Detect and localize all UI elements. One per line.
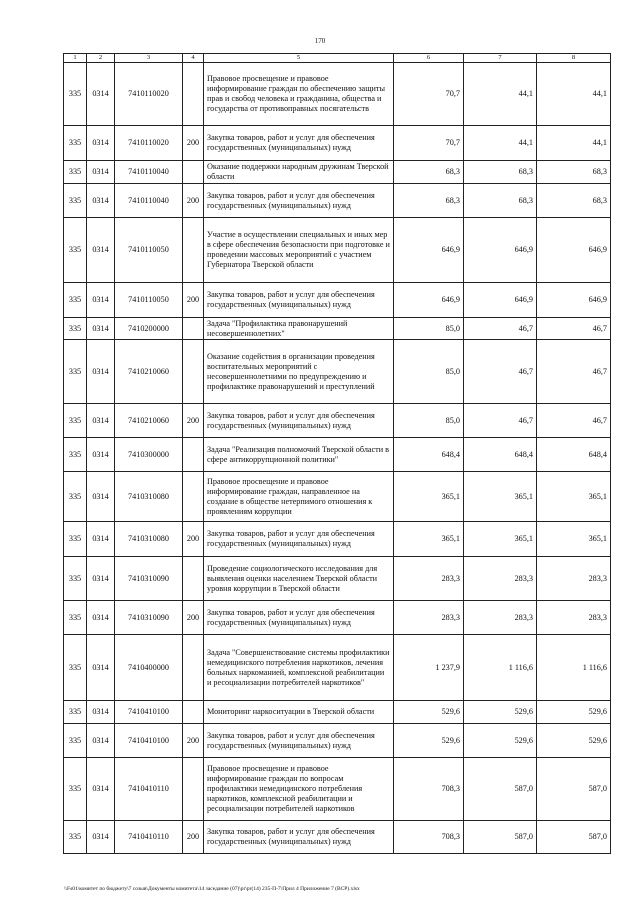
table-row: [64, 724, 611, 758]
cell-amount-1: 648,4: [394, 438, 464, 472]
cell-amount-3: 44,1: [537, 126, 611, 161]
cell-code-expense: [183, 557, 204, 601]
cell-amount-3: 68,3: [537, 161, 611, 184]
cell-code-admin: 335: [64, 522, 87, 557]
cell-amount-2: 283,3: [464, 557, 537, 601]
cell-code-admin: 335: [64, 126, 87, 161]
cell-code-admin: 335: [64, 724, 87, 758]
cell-description: Закупка товаров, работ и услуг для обеспечения государственных (муниципальных) нужд: [204, 404, 394, 438]
cell-amount-2: 68,3: [464, 184, 537, 218]
cell-amount-3: 365,1: [537, 522, 611, 557]
cell-code-admin: 335: [64, 438, 87, 472]
cell-amount-2: 283,3: [464, 601, 537, 635]
cell-amount-2: 44,1: [464, 126, 537, 161]
cell-amount-2: 68,3: [464, 161, 537, 184]
table-row: [64, 472, 611, 522]
cell-description: Задача "Реализация полномочий Тверской области в сфере антикоррупционной политики": [204, 438, 394, 472]
cell-amount-1: 529,6: [394, 701, 464, 724]
cell-code-section: 0314: [87, 340, 115, 404]
cell-amount-1: 68,3: [394, 184, 464, 218]
cell-amount-1: 85,0: [394, 404, 464, 438]
cell-description: Проведение социологического исследования для выявления оценки населением Тверской области уровня коррупции в Тверской области: [204, 557, 394, 601]
cell-code-target: 7410110020: [115, 63, 183, 126]
cell-code-target: 7410210060: [115, 404, 183, 438]
cell-code-expense: 200: [183, 724, 204, 758]
cell-amount-1: 646,9: [394, 218, 464, 283]
cell-code-admin: 335: [64, 472, 87, 522]
cell-amount-1: 283,3: [394, 601, 464, 635]
cell-description: Закупка товаров, работ и услуг для обеспечения государственных (муниципальных) нужд: [204, 724, 394, 758]
cell-code-section: 0314: [87, 472, 115, 522]
cell-amount-3: 646,9: [537, 218, 611, 283]
table-row: [64, 218, 611, 283]
table-row: [64, 404, 611, 438]
cell-code-target: 7410310080: [115, 472, 183, 522]
cell-code-section: 0314: [87, 218, 115, 283]
cell-code-expense: [183, 472, 204, 522]
cell-code-target: 7410110040: [115, 161, 183, 184]
cell-description: Правовое просвещение и правовое информирование граждан, направленное на создание в обществе нетерпимого отношения к проявлениям коррупции: [204, 472, 394, 522]
cell-code-section: 0314: [87, 724, 115, 758]
table-row: [64, 283, 611, 318]
table-row: [64, 63, 611, 126]
cell-code-admin: 335: [64, 340, 87, 404]
table-header-row: [64, 54, 611, 63]
cell-amount-2: 365,1: [464, 472, 537, 522]
cell-amount-2: 46,7: [464, 318, 537, 340]
column-header: 7: [464, 54, 537, 63]
cell-description: Оказание содействия в организации проведения воспитательных мероприятий с несовершеннолетними по предупреждению и профилактике правонарушений и преступлений: [204, 340, 394, 404]
cell-amount-2: 646,9: [464, 283, 537, 318]
cell-amount-3: 529,6: [537, 701, 611, 724]
column-header: 6: [394, 54, 464, 63]
cell-code-section: 0314: [87, 522, 115, 557]
cell-code-section: 0314: [87, 701, 115, 724]
cell-amount-1: 85,0: [394, 318, 464, 340]
cell-amount-3: 68,3: [537, 184, 611, 218]
cell-description: Закупка товаров, работ и услуг для обеспечения государственных (муниципальных) нужд: [204, 184, 394, 218]
table-row: [64, 701, 611, 724]
cell-amount-1: 283,3: [394, 557, 464, 601]
cell-amount-3: 46,7: [537, 404, 611, 438]
cell-description: Правовое просвещение и правовое информирование граждан по обеспечению защиты прав и свобод человека и гражданина, общества и государства от противоправных посягательств: [204, 63, 394, 126]
cell-code-target: 7410110050: [115, 218, 183, 283]
cell-amount-2: 648,4: [464, 438, 537, 472]
cell-amount-1: 646,9: [394, 283, 464, 318]
table-row: [64, 184, 611, 218]
cell-code-target: 7410200000: [115, 318, 183, 340]
cell-code-section: 0314: [87, 318, 115, 340]
cell-code-target: 7410410110: [115, 821, 183, 854]
cell-code-admin: 335: [64, 404, 87, 438]
cell-code-admin: 335: [64, 601, 87, 635]
cell-code-expense: 200: [183, 404, 204, 438]
cell-code-expense: 200: [183, 283, 204, 318]
cell-amount-2: 46,7: [464, 340, 537, 404]
cell-amount-3: 365,1: [537, 472, 611, 522]
file-path-footer: \\Fs01\комитет по бюджету\7 созыв\Документы комитета\14 заседание (07)\pr\pr(14) 235-П-7\Прил 4 Приложение 7 (ВСР).xlsx: [64, 886, 360, 892]
cell-code-expense: [183, 218, 204, 283]
cell-description: Задача "Профилактика правонарушений несовершеннолетних": [204, 318, 394, 340]
column-header: 2: [87, 54, 115, 63]
table-row: [64, 821, 611, 854]
cell-code-expense: [183, 340, 204, 404]
cell-code-section: 0314: [87, 126, 115, 161]
cell-description: Закупка товаров, работ и услуг для обеспечения государственных (муниципальных) нужд: [204, 821, 394, 854]
cell-description: Правовое просвещение и правовое информирование граждан по вопросам профилактики немедицинского потребления наркотиков, комплексной реабилитации и ресоциализации потребителей наркотиков: [204, 758, 394, 821]
table-row: [64, 758, 611, 821]
cell-code-target: 7410410100: [115, 724, 183, 758]
column-header: 5: [204, 54, 394, 63]
table-row: [64, 126, 611, 161]
table-row: [64, 522, 611, 557]
cell-amount-1: 68,3: [394, 161, 464, 184]
cell-amount-2: 529,6: [464, 701, 537, 724]
cell-description: Мониторинг наркоситуации в Тверской области: [204, 701, 394, 724]
cell-code-target: 7410310090: [115, 557, 183, 601]
table-row: [64, 601, 611, 635]
cell-code-expense: 200: [183, 126, 204, 161]
budget-table: [63, 53, 611, 854]
cell-code-section: 0314: [87, 635, 115, 701]
cell-code-expense: [183, 758, 204, 821]
cell-amount-1: 708,3: [394, 758, 464, 821]
column-header: 1: [64, 54, 87, 63]
column-header: 3: [115, 54, 183, 63]
cell-code-target: 7410110020: [115, 126, 183, 161]
cell-code-expense: 200: [183, 522, 204, 557]
table-row: [64, 161, 611, 184]
cell-amount-1: 708,3: [394, 821, 464, 854]
cell-code-admin: 335: [64, 557, 87, 601]
cell-code-section: 0314: [87, 404, 115, 438]
cell-code-section: 0314: [87, 758, 115, 821]
cell-amount-1: 1 237,9: [394, 635, 464, 701]
cell-amount-3: 44,1: [537, 63, 611, 126]
cell-code-expense: [183, 318, 204, 340]
cell-code-expense: [183, 63, 204, 126]
cell-amount-3: 283,3: [537, 557, 611, 601]
cell-amount-2: 529,6: [464, 724, 537, 758]
cell-code-expense: 200: [183, 601, 204, 635]
cell-code-section: 0314: [87, 601, 115, 635]
cell-code-target: 7410210060: [115, 340, 183, 404]
cell-amount-2: 646,9: [464, 218, 537, 283]
cell-amount-3: 587,0: [537, 758, 611, 821]
table-row: [64, 635, 611, 701]
cell-amount-3: 529,6: [537, 724, 611, 758]
cell-amount-1: 70,7: [394, 63, 464, 126]
cell-code-admin: 335: [64, 63, 87, 126]
cell-code-target: 7410110040: [115, 184, 183, 218]
table-row: [64, 438, 611, 472]
cell-code-target: 7410400000: [115, 635, 183, 701]
cell-amount-3: 587,0: [537, 821, 611, 854]
cell-code-target: 7410410100: [115, 701, 183, 724]
cell-code-section: 0314: [87, 438, 115, 472]
cell-description: Закупка товаров, работ и услуг для обеспечения государственных (муниципальных) нужд: [204, 601, 394, 635]
cell-code-section: 0314: [87, 161, 115, 184]
cell-description: Участие в осуществлении специальных и иных мер в сфере обеспечения безопасности при подготовке и проведении массовых мероприятий с участием Губернатора Тверской области: [204, 218, 394, 283]
cell-code-target: 7410310090: [115, 601, 183, 635]
cell-amount-3: 1 116,6: [537, 635, 611, 701]
cell-code-admin: 335: [64, 821, 87, 854]
cell-amount-3: 648,4: [537, 438, 611, 472]
cell-amount-2: 587,0: [464, 758, 537, 821]
cell-code-admin: 335: [64, 184, 87, 218]
cell-code-admin: 335: [64, 635, 87, 701]
cell-code-admin: 335: [64, 218, 87, 283]
cell-code-target: 7410410110: [115, 758, 183, 821]
cell-amount-1: 365,1: [394, 472, 464, 522]
cell-code-target: 7410110050: [115, 283, 183, 318]
cell-description: Закупка товаров, работ и услуг для обеспечения государственных (муниципальных) нужд: [204, 126, 394, 161]
cell-code-admin: 335: [64, 758, 87, 821]
cell-amount-2: 1 116,6: [464, 635, 537, 701]
cell-amount-1: 70,7: [394, 126, 464, 161]
cell-amount-3: 46,7: [537, 318, 611, 340]
cell-description: Задача "Совершенствование системы профилактики немедицинского потребления наркотиков, лечения больных наркоманией, комплексной реабилитации и ресоциализации потребителей наркотиков": [204, 635, 394, 701]
table-row: [64, 557, 611, 601]
cell-amount-3: 646,9: [537, 283, 611, 318]
cell-amount-1: 365,1: [394, 522, 464, 557]
cell-description: Оказание поддержки народным дружинам Тверской области: [204, 161, 394, 184]
cell-amount-2: 44,1: [464, 63, 537, 126]
cell-code-section: 0314: [87, 283, 115, 318]
cell-amount-3: 283,3: [537, 601, 611, 635]
cell-amount-2: 587,0: [464, 821, 537, 854]
cell-description: Закупка товаров, работ и услуг для обеспечения государственных (муниципальных) нужд: [204, 522, 394, 557]
cell-description: Закупка товаров, работ и услуг для обеспечения государственных (муниципальных) нужд: [204, 283, 394, 318]
cell-amount-1: 529,6: [394, 724, 464, 758]
cell-code-expense: [183, 161, 204, 184]
cell-code-target: 7410310080: [115, 522, 183, 557]
cell-code-admin: 335: [64, 283, 87, 318]
cell-code-target: 7410300000: [115, 438, 183, 472]
cell-code-expense: [183, 438, 204, 472]
cell-code-section: 0314: [87, 821, 115, 854]
cell-code-section: 0314: [87, 557, 115, 601]
cell-amount-2: 365,1: [464, 522, 537, 557]
column-header: 8: [537, 54, 611, 63]
cell-code-admin: 335: [64, 701, 87, 724]
column-header: 4: [183, 54, 204, 63]
cell-code-admin: 335: [64, 318, 87, 340]
cell-code-section: 0314: [87, 63, 115, 126]
table-row: [64, 318, 611, 340]
cell-amount-3: 46,7: [537, 340, 611, 404]
cell-code-expense: 200: [183, 821, 204, 854]
cell-code-section: 0314: [87, 184, 115, 218]
cell-amount-1: 85,0: [394, 340, 464, 404]
table-body: [64, 63, 611, 854]
table-row: [64, 340, 611, 404]
cell-code-expense: [183, 701, 204, 724]
page-number: 170: [314, 37, 326, 45]
cell-code-expense: 200: [183, 184, 204, 218]
cell-code-expense: [183, 635, 204, 701]
cell-code-admin: 335: [64, 161, 87, 184]
cell-amount-2: 46,7: [464, 404, 537, 438]
